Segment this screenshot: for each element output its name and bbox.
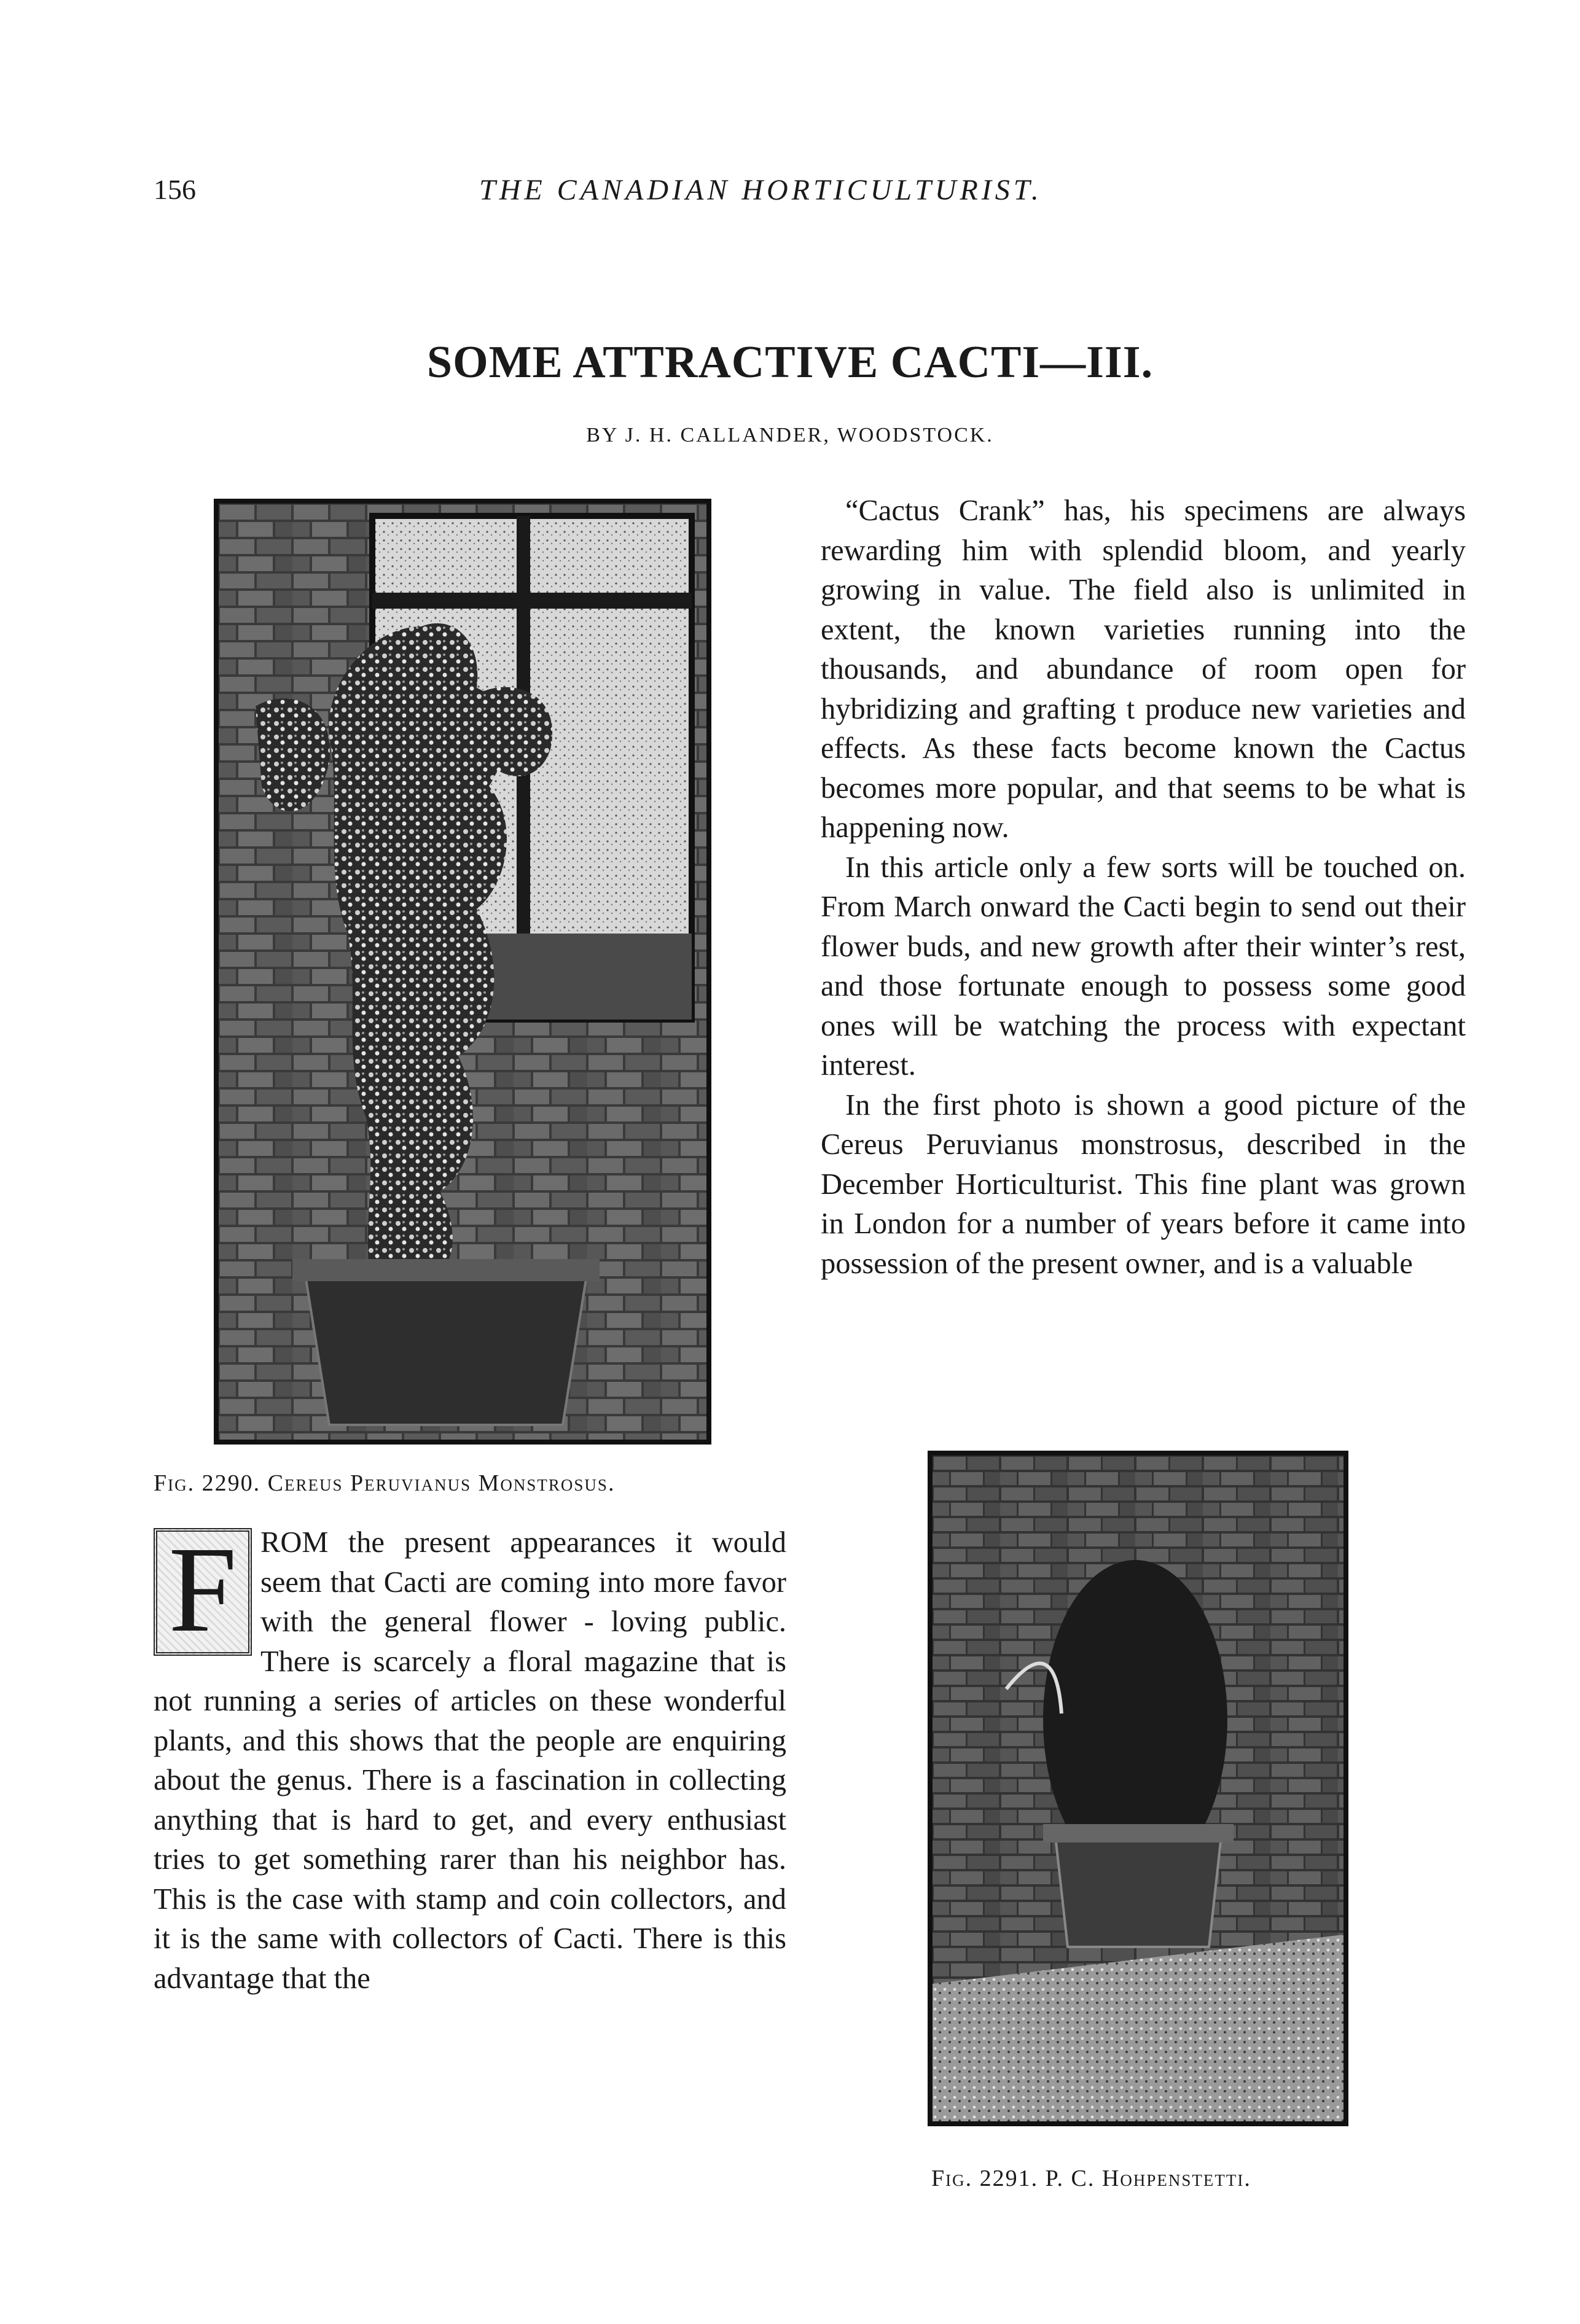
cactus-pot-illustration [933,1456,1343,2121]
figure-cereus-peruvianus-photo [214,499,711,1445]
paragraph: ROM the present appearances it would seem that Cacti are coming into more favor with the general flower - loving public. There is scarcely a floral magazine that is not running a series of articles on these wonderful plants, and this shows that the people are enquiring about the genus. There is a fascination in collecting anything that is hard to get, and every enthusiast tries to get something rarer than his neighbor has. This is the case with stamp and coin collectors, and it is the same with collectors of Cacti. There is this advantage that the [154,1526,786,1995]
drop-cap: F [154,1528,252,1656]
right-column-text [821,491,1466,1284]
left-column-text [154,1523,786,1998]
cactus-window-illustration [219,504,706,1440]
paragraph: “Cactus Crank” has, his specimens are always rewarding him with splendid bloom, and yearly growing in value. The field also is unlimited in extent, the known varieties running into the thousands, and abundance of room open for hybridizing and grafting t produce new varieties and effects. As these facts become known the Cactus becomes more popular, and that seems to be what is happening now. [821,494,1466,844]
page-number: 156 [154,174,196,205]
paragraph: In the first photo is shown a good picture of the Cereus Peruvianus monstrosus, described in the December Horticulturist. This fine plant was grown in London for a number of years before it came into possession of the present owner, and is a valuable [821,1088,1466,1280]
byline: BY J. H. CALLANDER, WOODSTOCK. [586,424,994,446]
figure-hohpenstetti-photo [928,1451,1348,2126]
paragraph: In this article only a few sorts will be touched on. From March onward the Cacti begin to send out their flower buds, and new growth after their winter’s rest, and those fortunate enough to possess some good ones will be watching the process with expectant interest. [821,851,1466,1082]
running-head: THE CANADIAN HORTICULTURIST. [479,174,1042,206]
figure-2290-caption: Fig. 2290. Cereus Peruvianus Monstrosus. [154,1470,616,1496]
figure-2291-caption: Fig. 2291. P. C. Hohpenstetti. [931,2166,1251,2191]
article-title: SOME ATTRACTIVE CACTI—III. [426,337,1154,388]
